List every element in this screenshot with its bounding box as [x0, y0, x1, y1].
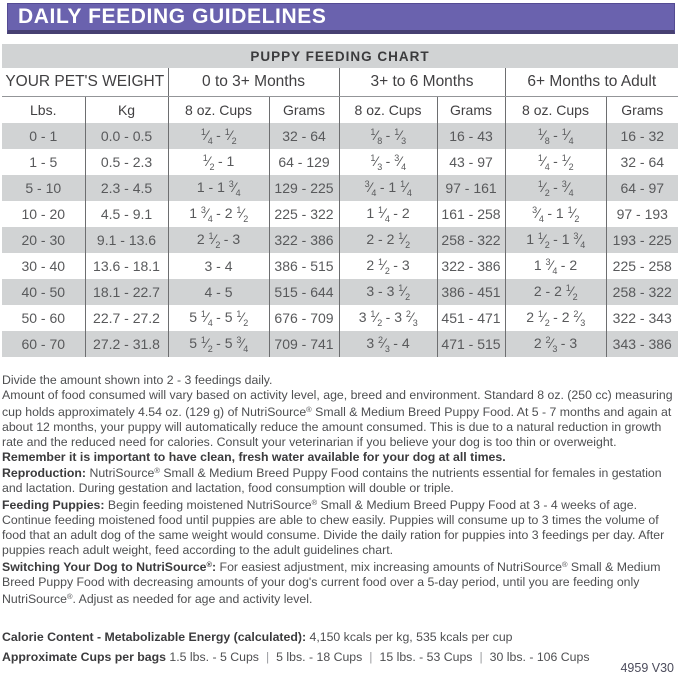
table-row [2, 279, 678, 305]
table-cell: 18.1 - 22.7 [85, 279, 168, 305]
column-header-kg: Kg [85, 96, 168, 123]
table-cell: 16 - 32 [606, 123, 678, 149]
table-cell: 2.3 - 4.5 [85, 175, 168, 201]
page [0, 3, 679, 675]
column-header-cups-1: 8 oz. Cups [168, 96, 269, 123]
puppy-feeding-table [2, 44, 678, 357]
table-group-header-row [2, 68, 678, 96]
group-header-3-6-months: 3+ to 6 Months [339, 68, 505, 96]
group-header-pet-weight: YOUR PET'S WEIGHT [2, 68, 168, 96]
column-header-grams-1: Grams [269, 96, 339, 123]
table-title: PUPPY FEEDING CHART [2, 44, 678, 68]
table-cell: 1 - 1 $^3⁄_4$ [168, 175, 269, 201]
table-cell: $^1⁄_4$ - $^1⁄_2$ [168, 123, 269, 149]
table-cell: 13.6 - 18.1 [85, 253, 168, 279]
group-header-6-months-adult: 6+ Months to Adult [505, 68, 678, 96]
table-cell: 2 - 2 $^1⁄_2$ [339, 227, 437, 253]
note-paragraph: Amount of food consumed will vary based on activity level, age, breed and environment. Standard 8 oz. (250 cc) measuring cup holds approximately 4.54 oz. (129 g) of NutriSource® Small & Medium Breed Puppy Food. At 5 - 7 months and again at about 12 months, your puppy will automatically reduce the amount consumed. This is due to a natural reduction in growth rate and the reduced need for calories. Consult your veterinarian if you believe your dog is too thin or overweight. [2, 387, 673, 449]
table-cell: 3 $^1⁄_2 - 3$ $^2⁄_3$ [339, 305, 437, 331]
table-cell: 471 - 515 [437, 331, 505, 357]
table-cell: $^1⁄_2$ - $^3⁄_4$ [505, 175, 606, 201]
table-cell: 60 - 70 [2, 331, 85, 357]
table-row [2, 305, 678, 331]
table-cell: $^1⁄_3$ - $^3⁄_4$ [339, 149, 437, 175]
table-cell: 709 - 741 [269, 331, 339, 357]
table-row [2, 227, 678, 253]
table-cell: 193 - 225 [606, 227, 678, 253]
table-cell: 1 $^3⁄_4 - 2$ $^1⁄_2$ [168, 201, 269, 227]
table-cell: 4.5 - 9.1 [85, 201, 168, 227]
table-row [2, 253, 678, 279]
table-cell: 64 - 97 [606, 175, 678, 201]
table-cell: 386 - 451 [437, 279, 505, 305]
table-cell: 32 - 64 [269, 123, 339, 149]
table-cell: 2 $^2⁄_3 - 3$ [505, 331, 606, 357]
table-cell: 0.0 - 0.5 [85, 123, 168, 149]
table-cell: 225 - 258 [606, 253, 678, 279]
table-row [2, 123, 678, 149]
table-cell: 1 $^1⁄_4 - 2$ [339, 201, 437, 227]
group-header-0-3-months: 0 to 3+ Months [168, 68, 339, 96]
table-cell: 386 - 515 [269, 253, 339, 279]
table-cell: 0.5 - 2.3 [85, 149, 168, 175]
table-cell: 5 $^1⁄_2 - 5$ $^3⁄_4$ [168, 331, 269, 357]
table-cell: 322 - 386 [269, 227, 339, 253]
table-cell: 32 - 64 [606, 149, 678, 175]
table-cell: 2 $^1⁄_2 - 3$ [339, 253, 437, 279]
table-cell: $^1⁄_8$ - $^1⁄_4$ [505, 123, 606, 149]
table-cell: $^3⁄_4 - 1$ $^1⁄_4$ [339, 175, 437, 201]
table-cell: 225 - 322 [269, 201, 339, 227]
document-code: 4959 V30 [620, 661, 674, 675]
calorie-content-label: Calorie Content - Metabolizable Energy (calculated): [2, 629, 307, 644]
table-cell: 2 $^1⁄_2 - 2$ $^2⁄_3$ [505, 305, 606, 331]
table-cell: 3 $^2⁄_3 - 4$ [339, 331, 437, 357]
note-paragraph: Feeding Puppies: Begin feeding moistened NutriSource® Small & Medium Breed Puppy Food at 3 - 4 weeks of age. Continue feeding moistened food until puppies are able to chew easily. Puppies will consume up to 3 times the volume of food that an adult dog of the same weight would consume. Divide the daily ration for puppies into 3 feedings per day. After puppies reach adult weight, feed according to the adult guidelines chart. [2, 498, 665, 557]
table-cell: 97 - 161 [437, 175, 505, 201]
table-cell: 5 $^1⁄_4 - 5$ $^1⁄_2$ [168, 305, 269, 331]
table-row [2, 201, 678, 227]
cups-per-bag-values: 1.5 lbs. - 5 Cups | 5 lbs. - 18 Cups | 15 lbs. - 53 Cups | 30 lbs. - 106 Cups [169, 649, 590, 664]
table-cell: 322 - 386 [437, 253, 505, 279]
table-cell: 676 - 709 [269, 305, 339, 331]
table-cell: 1 $^3⁄_4 - 2$ [505, 253, 606, 279]
note-paragraph: Switching Your Dog to NutriSource®: For easiest adjustment, mix increasing amounts of NutriSource® Small & Medium Breed Puppy Food with decreasing amounts of your dog's current food over a 5-day period, until you are feeding only NutriSource®. Adjust as needed for age and activity level. [2, 559, 661, 606]
calorie-content-value: 4,150 kcals per kg, 535 kcals per cup [309, 629, 513, 644]
table-cell: $^3⁄_4 - 1$ $^1⁄_2$ [505, 201, 606, 227]
table-cell: 9.1 - 13.6 [85, 227, 168, 253]
table-cell: 4 - 5 [168, 279, 269, 305]
table-row [2, 175, 678, 201]
note-paragraph: Remember it is important to have clean, fresh water available for your dog at all times. [2, 449, 506, 464]
table-cell: 22.7 - 27.2 [85, 305, 168, 331]
table-cell: 515 - 644 [269, 279, 339, 305]
table-cell: 0 - 1 [2, 123, 85, 149]
table-cell: 27.2 - 31.8 [85, 331, 168, 357]
table-cell: 258 - 322 [606, 279, 678, 305]
table-cell: 50 - 60 [21, 310, 66, 326]
column-header-cups-2: 8 oz. Cups [339, 96, 437, 123]
table-cell: 97 - 193 [606, 201, 678, 227]
table-cell: 1 $^1⁄_2 - 1$ $^3⁄_4$ [505, 227, 606, 253]
cups-per-bag-line [2, 650, 677, 664]
table-cell: 3 - 4 [168, 253, 269, 279]
cups-per-bag-label: Approximate Cups per bags [2, 649, 166, 664]
table-column-header-row [2, 96, 678, 123]
table-cell: 1 - 5 [29, 154, 58, 170]
column-header-grams-2: Grams [437, 96, 505, 123]
page-title: DAILY FEEDING GUIDELINES [18, 4, 327, 28]
table-row [2, 331, 678, 357]
table-cell: 64 - 129 [269, 149, 339, 175]
table-cell: 3 - 3 $^1⁄_2$ [339, 279, 437, 305]
table-cell: 43 - 97 [437, 149, 505, 175]
table-body [2, 123, 678, 357]
table-row [2, 149, 678, 175]
table-cell: $^1⁄_8$ - $^1⁄_3$ [339, 123, 437, 149]
table-cell: $^1⁄_4$ - $^1⁄_2$ [505, 149, 606, 175]
note-paragraph: Reproduction: NutriSource® Small & Medium Breed Puppy Food contains the nutrients essential for females in gestation and lactation. During gestation and lactation, food consumption will double or triple. [2, 466, 662, 496]
table-cell: 16 - 43 [437, 123, 505, 149]
table-cell: 2 $^1⁄_2 - 3$ [168, 227, 269, 253]
table-cell: 129 - 225 [269, 175, 339, 201]
column-header-grams-3: Grams [606, 96, 678, 123]
table-cell: 30 - 40 [21, 258, 66, 274]
column-header-cups-3: 8 oz. Cups [505, 96, 606, 123]
notes-section [2, 373, 678, 607]
page-title-bar [7, 3, 675, 34]
table-cell: 20 - 30 [2, 227, 85, 253]
table-cell: 258 - 322 [437, 227, 505, 253]
table-title-row [2, 44, 678, 68]
column-header-lbs: Lbs. [2, 96, 85, 123]
table-cell: $^1⁄_2 - 1$ [168, 149, 269, 175]
calorie-content-line [2, 630, 677, 644]
table-cell: 161 - 258 [437, 201, 505, 227]
table-cell: 5 - 10 [2, 175, 85, 201]
table-cell: 343 - 386 [606, 331, 678, 357]
note-paragraph: Divide the amount shown into 2 - 3 feedings daily. [2, 373, 273, 387]
table-cell: 10 - 20 [21, 206, 66, 222]
table-cell: 40 - 50 [2, 279, 85, 305]
table-cell: 322 - 343 [606, 305, 678, 331]
calorie-and-bags-section [2, 630, 677, 664]
table-cell: 2 - 2 $^1⁄_2$ [505, 279, 606, 305]
table-cell: 451 - 471 [437, 305, 505, 331]
